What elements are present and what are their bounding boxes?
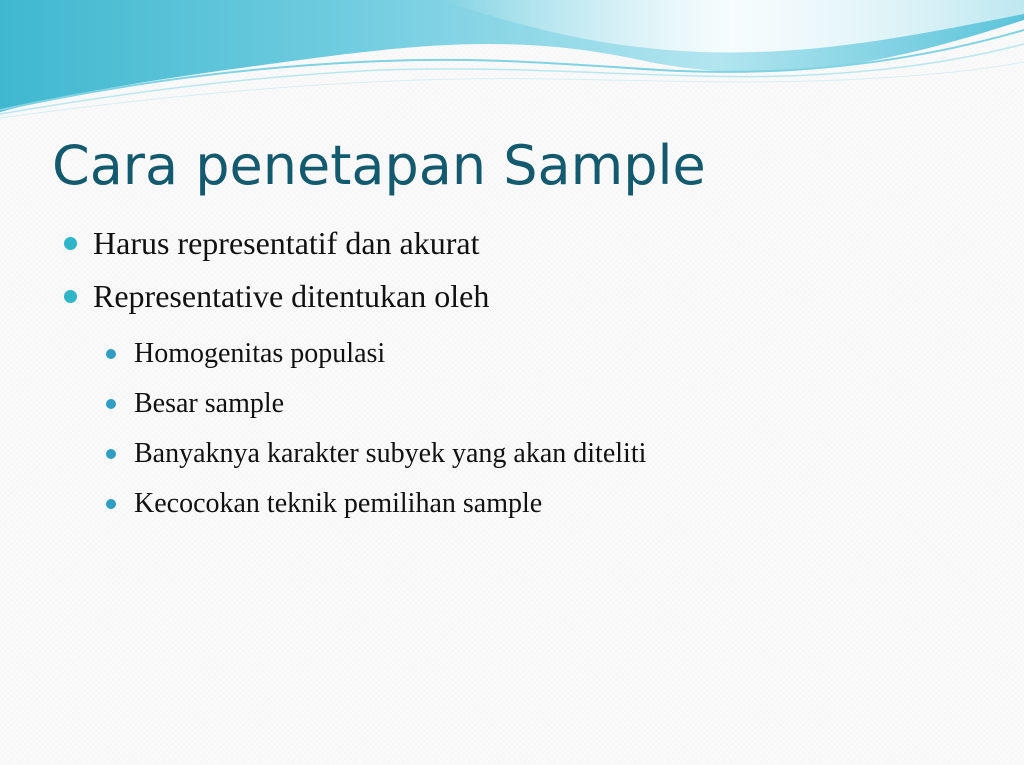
sub-bullet-text: Homogenitas populasi xyxy=(134,338,386,369)
header-wave-decoration xyxy=(0,0,1024,130)
slide-title: Cara penetapan Sample xyxy=(52,134,706,197)
bullet-item xyxy=(62,273,1002,326)
sub-bullet-item xyxy=(104,376,1002,426)
sub-bullet-dot-icon xyxy=(106,499,116,509)
bullet-dot-icon xyxy=(64,290,77,303)
bullet-item xyxy=(62,220,1002,273)
sub-bullet-item xyxy=(104,426,1002,476)
sub-bullet-dot-icon xyxy=(106,449,116,459)
sub-bullet-dot-icon xyxy=(106,349,116,359)
sub-bullet-text: Kecocokan teknik pemilihan sample xyxy=(134,488,543,519)
sub-bullet-item xyxy=(104,326,1002,376)
bullet-text: Representative ditentukan oleh xyxy=(93,278,490,314)
bullet-text: Harus representatif dan akurat xyxy=(93,225,480,261)
sub-bullet-text: Besar sample xyxy=(134,388,285,419)
sub-bullet-dot-icon xyxy=(106,399,116,409)
sub-bullet-text: Banyaknya karakter subyek yang akan diteliti xyxy=(134,438,647,469)
sub-bullet-item xyxy=(104,476,1002,526)
bullet-dot-icon xyxy=(64,237,77,250)
bullet-list xyxy=(62,220,1002,526)
